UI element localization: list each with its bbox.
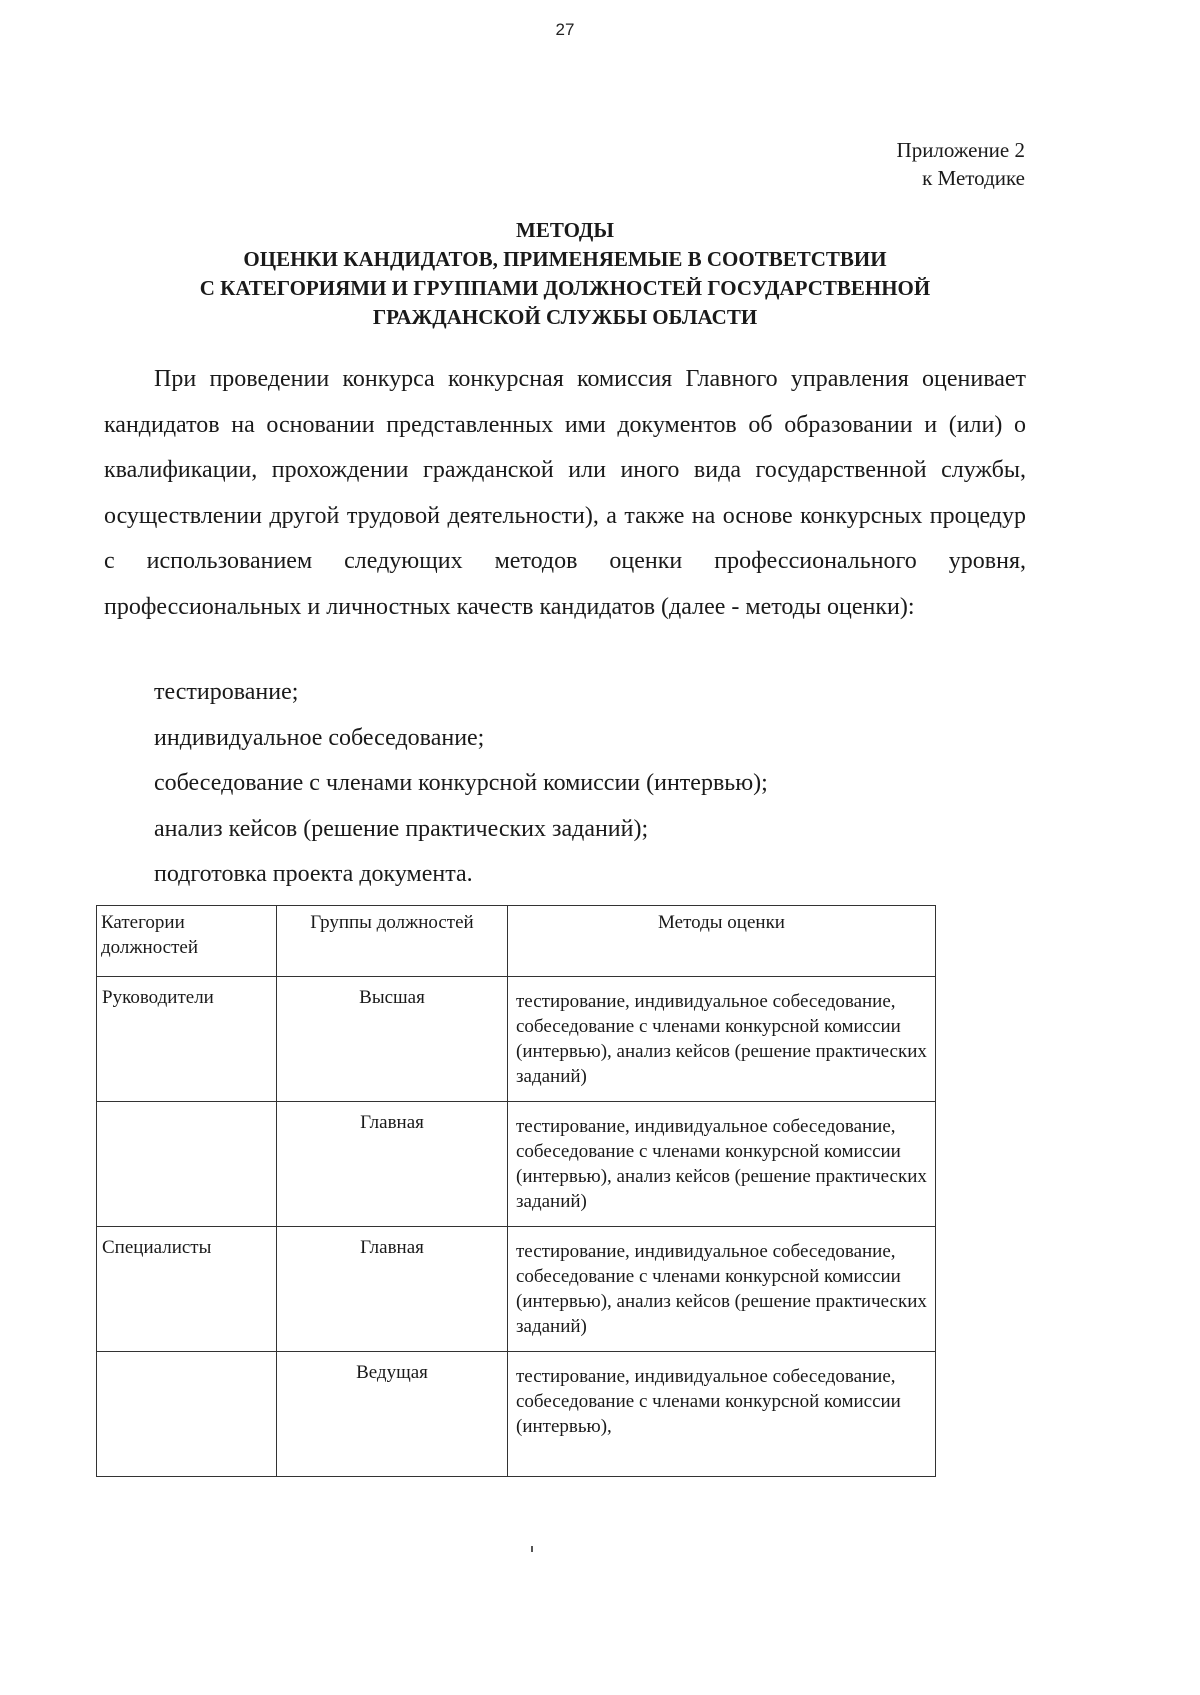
table-row [97, 1352, 936, 1477]
method-item: анализ кейсов (решение практических заданий); [154, 815, 649, 842]
cell-category: Специалисты [97, 1227, 277, 1352]
page-number: 27 [555, 20, 575, 39]
scan-speck [531, 1546, 533, 1552]
cell-methods: тестирование, индивидуальное собеседование, собеседование с членами конкурсной комиссии (интервью), [508, 1352, 936, 1477]
intro-paragraph: При проведении конкурса конкурсная комиссия Главного управления оценивает кандидатов на основании представленных ими документов об образовании и (или) о квалификации, прохождении гражданской или иного вида государственной службы, осуществлении другой трудовой деятельности), а также на основе конкурсных процедур с использованием следующих методов оценки профессионального уровня, профессиональных и личностных качеств кандидатов (далее - методы оценки): [104, 366, 1026, 620]
cell-category [97, 1352, 277, 1477]
method-item: подготовка проекта документа. [154, 861, 473, 887]
document-title [0, 216, 1130, 332]
method-item: тестирование; [154, 679, 299, 705]
table-row [97, 977, 936, 1102]
method-item: собеседование с членами конкурсной комиссии (интервью); [154, 770, 768, 796]
cell-category: Руководители [97, 977, 277, 1102]
header-category: Категории должностей [97, 906, 277, 977]
cell-category [97, 1102, 277, 1227]
cell-group: Главная [277, 1227, 508, 1352]
title-line-4: ГРАЖДАНСКОЙ СЛУЖБЫ ОБЛАСТИ [372, 305, 758, 329]
title-line-2: ОЦЕНКИ КАНДИДАТОВ, ПРИМЕНЯЕМЫЕ В СООТВЕТСТВИИ [243, 247, 887, 271]
title-line-3: С КАТЕГОРИЯМИ И ГРУППАМИ ДОЛЖНОСТЕЙ ГОСУДАРСТВЕННОЙ [199, 276, 931, 300]
cell-methods: тестирование, индивидуальное собеседование, собеседование с членами конкурсной комиссии (интервью), анализ кейсов (решение практических заданий) [508, 1227, 936, 1352]
title-line-1: МЕТОДЫ [516, 218, 614, 242]
header-group: Группы должностей [277, 906, 508, 977]
method-item: индивидуальное собеседование; [154, 724, 485, 751]
appendix-line-2: к Методике [922, 166, 1025, 190]
table-row [97, 1227, 936, 1352]
cell-methods: тестирование, индивидуальное собеседование, собеседование с членами конкурсной комиссии (интервью), анализ кейсов (решение практических заданий) [508, 1102, 936, 1227]
table-header-row [97, 906, 936, 977]
intro-section [104, 357, 1026, 630]
appendix-reference [897, 136, 1025, 192]
cell-methods: тестирование, индивидуальное собеседование, собеседование с членами конкурсной комиссии (интервью), анализ кейсов (решение практических заданий) [508, 977, 936, 1102]
evaluation-methods-table [96, 905, 936, 1477]
header-methods: Методы оценки [508, 906, 936, 977]
cell-group: Ведущая [277, 1352, 508, 1477]
appendix-line-1: Приложение 2 [896, 138, 1025, 162]
table-row [97, 1102, 936, 1227]
cell-group: Главная [277, 1102, 508, 1227]
methods-list [154, 670, 768, 898]
cell-group: Высшая [277, 977, 508, 1102]
